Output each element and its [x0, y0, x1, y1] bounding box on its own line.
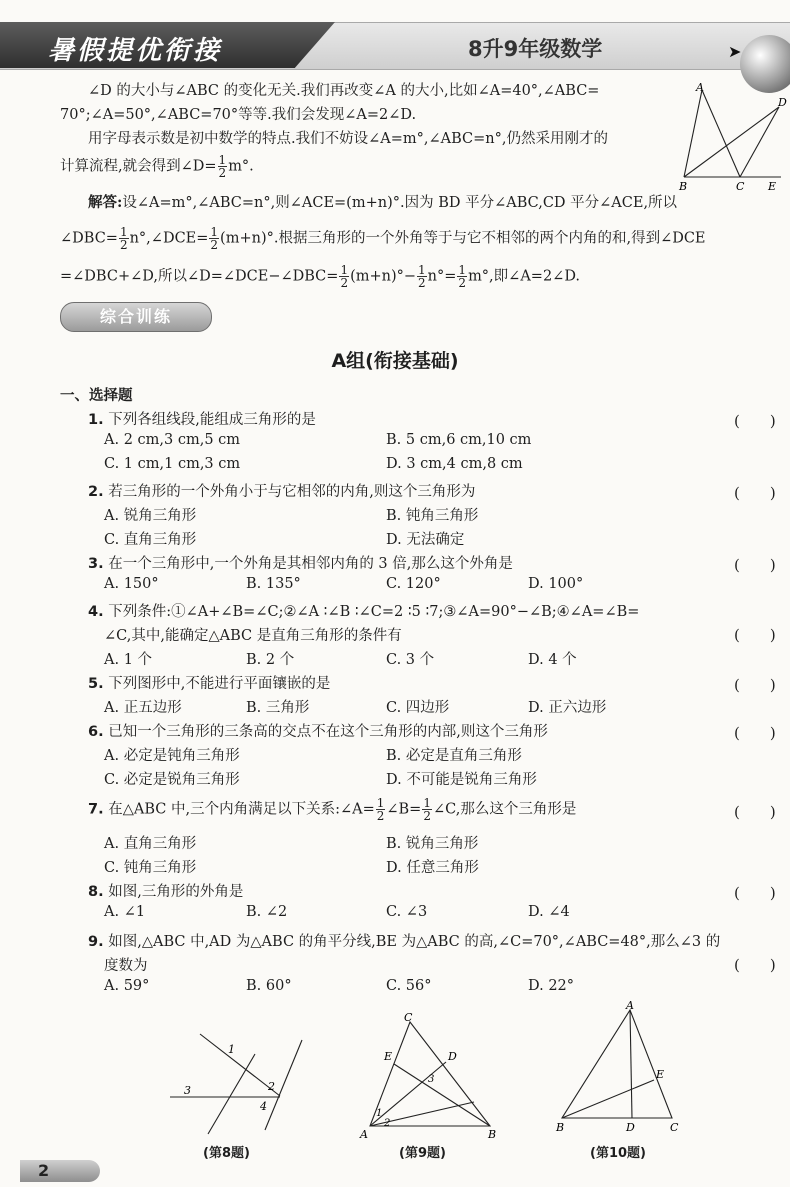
figure-q8	[160, 1030, 310, 1140]
option: C. 120°	[386, 576, 441, 592]
figure-caption: (第10题)	[590, 1146, 646, 1161]
figure-q10	[550, 1000, 690, 1140]
answer-blank: ( )	[734, 412, 776, 430]
option: A. 直角三角形	[104, 836, 197, 852]
answer-blank: ( )	[734, 724, 776, 742]
option: A. 59°	[104, 978, 150, 994]
part-title: 一、选择题	[60, 388, 133, 404]
fig-label: 2	[384, 1118, 391, 1129]
question-stem: 3. 在一个三角形中,一个外角是其相邻内角的 3 倍,那么这个外角是	[88, 556, 513, 572]
option: B. 5 cm,6 cm,10 cm	[386, 432, 532, 448]
section-banner: 综合训练	[60, 302, 212, 332]
fig-label: B	[556, 1121, 565, 1134]
answer-blank: ( )	[734, 956, 776, 974]
question-stem: 2. 若三角形的一个外角小于与它相邻的内角,则这个三角形为	[88, 484, 476, 500]
fig-label: C	[670, 1121, 679, 1134]
fig-label: D	[778, 96, 787, 109]
fig-label: B	[679, 180, 688, 193]
answer-blank: ( )	[734, 676, 776, 694]
fig-label: C	[736, 180, 745, 193]
fig-label: 3	[184, 1084, 191, 1097]
option: A. 2 cm,3 cm,5 cm	[104, 432, 241, 448]
page-number: 2	[20, 1160, 100, 1182]
option: D. 无法确定	[386, 532, 465, 548]
option: C. 56°	[386, 978, 432, 994]
figure-caption: (第8题)	[203, 1146, 250, 1161]
fig-label: 1	[228, 1043, 235, 1056]
option: A. 1 个	[104, 652, 153, 668]
top-figure	[676, 82, 788, 194]
question-stem: 9. 如图,△ABC 中,AD 为△ABC 的角平分线,BE 为△ABC 的高,∠C=70°,∠ABC=48°,那么∠3 的	[88, 934, 721, 950]
option: A. 正五边形	[104, 700, 182, 716]
header-grade: 8升9年级数学	[468, 37, 603, 61]
option: C. ∠3	[386, 904, 428, 920]
text-line: ∠D 的大小与∠ABC 的变化无关.我们再改变∠A 的大小,比如∠A=40°,∠ABC=	[88, 83, 600, 99]
option: B. 锐角三角形	[386, 836, 479, 852]
option: D. 3 cm,4 cm,8 cm	[386, 456, 523, 472]
answer-line: ∠DBC= $\frac{1}{2}$ n°,∠DCE= $\frac{1}{2}$ (m+n)°.根据三角形的一个外角等于与它不相邻的两个内角的和,得到∠DCE	[60, 225, 706, 252]
text-line: 用字母表示数是初中数学的特点.我们不妨设∠A=m°,∠ABC=n°,仍然采用刚才的	[88, 131, 608, 147]
group-title: A组(衔接基础)	[331, 350, 459, 372]
answer-blank: ( )	[734, 556, 776, 574]
text-line: 70°;∠A=50°,∠ABC=70°等等.我们会发现∠A=2∠D.	[60, 107, 417, 123]
option: B. 必定是直角三角形	[386, 748, 522, 764]
fig-label: 3	[428, 1074, 435, 1085]
fig-label: 4	[260, 1100, 267, 1113]
option: C. 必定是锐角三角形	[104, 772, 240, 788]
fig-label: A	[360, 1128, 368, 1141]
option: B. 60°	[246, 978, 292, 994]
figure-q9	[354, 1012, 504, 1142]
text-line: 计算流程,就会得到∠D= $\frac{1}{2}$ m°.	[60, 153, 254, 180]
answer-line: 解答:设∠A=m°,∠ABC=n°,则∠ACE=(m+n)°.因为 BD 平分∠ABC,CD 平分∠ACE,所以	[88, 194, 678, 211]
fig-label: E	[768, 180, 777, 193]
question-stem-cont: 度数为	[104, 958, 148, 974]
fig-label: A	[696, 82, 704, 94]
fig-label: B	[488, 1128, 497, 1141]
arrow-icon: ➤	[728, 42, 742, 61]
header-title: 暑假提优衔接	[48, 36, 223, 66]
option: D. 任意三角形	[386, 860, 479, 876]
fig-label: D	[448, 1050, 457, 1063]
figure-caption: (第9题)	[399, 1146, 446, 1161]
option: B. 2 个	[246, 652, 295, 668]
option: C. 钝角三角形	[104, 860, 197, 876]
option: C. 直角三角形	[104, 532, 197, 548]
option: D. ∠4	[528, 904, 570, 920]
option: B. 钝角三角形	[386, 508, 479, 524]
option: D. 正六边形	[528, 700, 607, 716]
answer-line: =∠DBC+∠D,所以∠D=∠DCE−∠DBC= $\frac{1}{2}$ (m+n)°− $\frac{1}{2}$ n°= $\frac{1}{2}$ m°,即∠A=2∠D.	[60, 263, 581, 290]
option: D. 4 个	[528, 652, 577, 668]
option: D. 不可能是锐角三角形	[386, 772, 537, 788]
option: A. 锐角三角形	[104, 508, 197, 524]
question-stem: 7. 在△ABC 中,三个内角满足以下关系:∠A= $\frac{1}{2}$ ∠B= $\frac{1}{2}$ ∠C,那么这个三角形是	[88, 796, 577, 823]
fig-label: D	[626, 1121, 635, 1134]
option: A. 必定是钝角三角形	[104, 748, 240, 764]
option: B. 135°	[246, 576, 301, 592]
fig-label: E	[384, 1050, 393, 1063]
answer-blank: ( )	[734, 484, 776, 502]
option: B. 三角形	[246, 700, 310, 716]
question-stem-cont: ∠C,其中,能确定△ABC 是直角三角形的条件有	[104, 628, 402, 644]
option: D. 22°	[528, 978, 575, 994]
question-stem: 4. 下列条件:①∠A+∠B=∠C;②∠A ∶∠B ∶∠C=2 ∶5 ∶7;③∠A=90°−∠B;④∠A=∠B=	[88, 604, 640, 620]
question-stem: 8. 如图,三角形的外角是	[88, 884, 244, 900]
fig-label: E	[656, 1068, 665, 1081]
fig-label: A	[626, 1000, 634, 1012]
option: C. 3 个	[386, 652, 435, 668]
answer-blank: ( )	[734, 803, 776, 821]
option: A. ∠1	[104, 904, 146, 920]
question-stem: 6. 已知一个三角形的三条高的交点不在这个三角形的内部,则这个三角形	[88, 724, 548, 740]
page-header	[0, 0, 790, 92]
fig-label: C	[404, 1012, 413, 1024]
option: D. 100°	[528, 576, 584, 592]
answer-blank: ( )	[734, 884, 776, 902]
answer-blank: ( )	[734, 626, 776, 644]
option: B. ∠2	[246, 904, 288, 920]
question-stem: 5. 下列图形中,不能进行平面镶嵌的是	[88, 676, 331, 692]
question-stem: 1. 下列各组线段,能组成三角形的是	[88, 412, 316, 428]
fig-label: 2	[268, 1080, 275, 1093]
option: C. 四边形	[386, 700, 450, 716]
option: C. 1 cm,1 cm,3 cm	[104, 456, 241, 472]
fig-label: 1	[376, 1108, 383, 1119]
fraction-half: $\frac{1}{2}$	[218, 153, 227, 180]
option: A. 150°	[104, 576, 159, 592]
